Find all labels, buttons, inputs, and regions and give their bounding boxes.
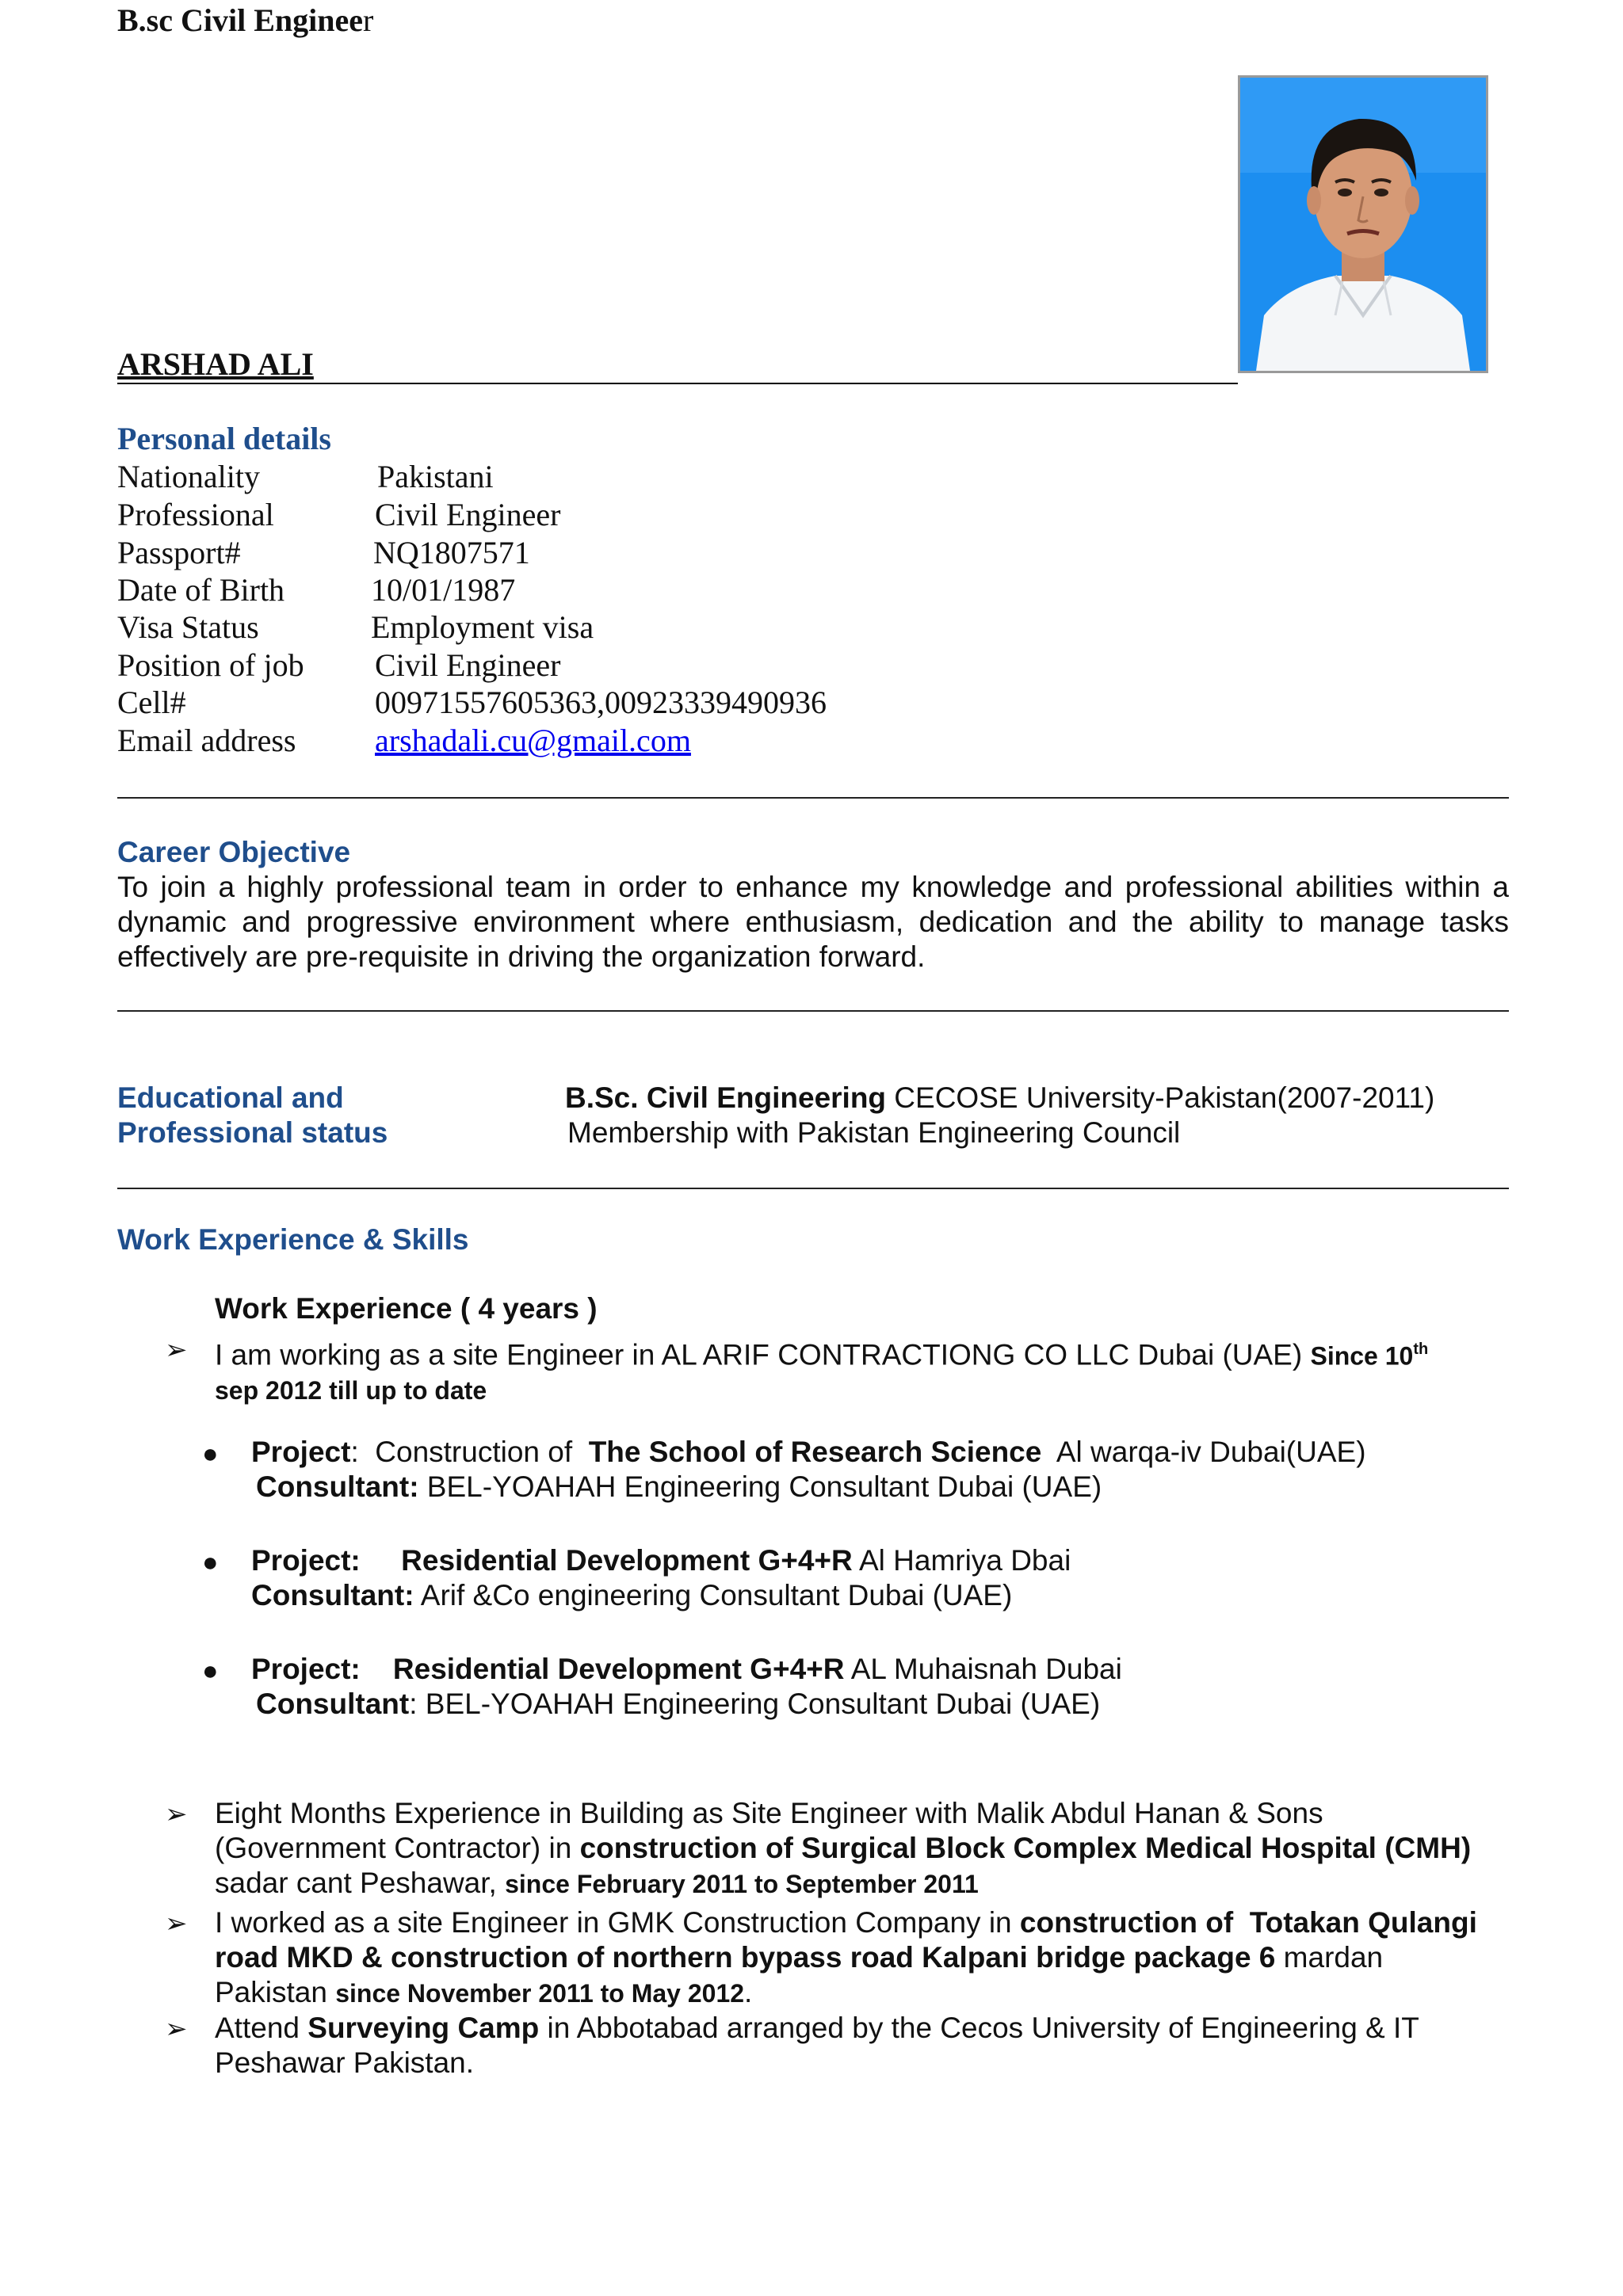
current-job-line2: sep 2012 till up to date [215, 1376, 487, 1405]
work-experience-subheading: Work Experience ( 4 years ) [215, 1292, 598, 1325]
project-line [251, 1435, 1366, 1470]
career-objective-heading: Career Objective [117, 836, 351, 868]
project-label: Project: [251, 1544, 361, 1577]
personal-value: Pakistani [377, 459, 494, 494]
experience-gmk-period: . [744, 1976, 753, 2008]
experience-cmh-line1: Eight Months Experience in Building as Site Engineer with Malik Abdul Hanan & Sons [215, 1797, 1323, 1829]
candidate-name: ARSHAD ALI [117, 346, 314, 382]
consultant-value: Arif &Co engineering Consultant Dubai (UAE) [414, 1579, 1013, 1611]
work-experience-heading: Work Experience & Skills [117, 1223, 469, 1256]
project-name: The School of Research Science [588, 1436, 1042, 1468]
experience-gmk-city: mardan [1275, 1941, 1384, 1974]
experience-gmk-country: Pakistan [215, 1976, 336, 2008]
project-location: AL Muhaisnah Dubai [844, 1653, 1122, 1685]
current-job [215, 1332, 1428, 1408]
consultant-value: BEL-YOAHAH Engineering Consultant Dubai (UAE) [418, 1470, 1102, 1503]
personal-value: Civil Engineer [375, 497, 561, 532]
divider [117, 1188, 1509, 1189]
project-location: Al Hamriya Dbai [852, 1544, 1071, 1577]
personal-label: Professional [117, 497, 274, 532]
education-heading [117, 1081, 388, 1150]
degree-line [565, 1081, 1434, 1116]
personal-details-heading: Personal details [117, 421, 331, 456]
experience-cmh-location: sadar cant Peshawar, [215, 1867, 506, 1899]
experience-gmk [215, 1905, 1477, 2011]
career-objective-text: To join a highly professional team in order to enhance my knowledge and professional abilities within a dynamic and progressive environment where enthusiasm, dedication and the ability to manage tasks effectively are pre-requisite in driving the organization forward. [117, 871, 1509, 973]
personal-value: Employment visa [371, 609, 594, 645]
project-item [251, 1435, 1366, 1505]
divider [117, 1010, 1509, 1012]
experience-camp-title: Surveying Camp [307, 2012, 540, 2044]
experience-gmk-line1 [215, 1905, 1477, 1940]
experience-cmh-line3 [215, 1866, 1471, 1901]
current-job-since-sup: th [1413, 1341, 1429, 1358]
experience-gmk-project: construction of Totakan Qulangi [1019, 1906, 1477, 1939]
consultant-label: Consultant [256, 1688, 410, 1720]
personal-label: Position of job [117, 647, 304, 683]
bullet-dot-icon: ● [202, 1439, 219, 1469]
experience-camp-rest: in Abbotabad arranged by the Cecos University of Engineering & IT [539, 2012, 1419, 2044]
arrow-bullet-icon: ➢ [165, 1909, 188, 1939]
personal-label: Visa Status [117, 609, 259, 645]
experience-cmh [215, 1796, 1471, 1901]
experience-camp-text: Attend [215, 2012, 308, 2044]
personal-value: Civil Engineer [375, 647, 561, 683]
bullet-dot-icon: ● [202, 1656, 219, 1686]
experience-gmk-line3 [215, 1975, 1477, 2011]
current-job-line1 [215, 1332, 1428, 1373]
experience-cmh-line2-text: (Government Contractor) in [215, 1832, 580, 1864]
personal-label: Passport# [117, 535, 241, 570]
header-title-main: B.sc Civil Enginee [117, 2, 364, 38]
consultant-label: Consultant: [251, 1579, 414, 1611]
project-item [251, 1543, 1071, 1613]
project-location: Al warqa-iv Dubai(UAE) [1041, 1436, 1366, 1468]
experience-camp-line2: Peshawar Pakistan. [215, 2046, 475, 2079]
consultant-value: : BEL-YOAHAH Engineering Consultant Dubai (UAE) [409, 1688, 1101, 1720]
experience-camp-line1 [215, 2011, 1419, 2046]
project-line [251, 1543, 1071, 1578]
consultant-line [251, 1470, 1366, 1505]
experience-gmk-line2 [215, 1940, 1477, 1975]
experience-gmk-text: I worked as a site Engineer in GMK Construction Company in [215, 1906, 1020, 1939]
divider [117, 797, 1509, 799]
education-heading-line1: Educational and [117, 1081, 344, 1114]
header-title [117, 2, 373, 39]
project-pre [361, 1653, 393, 1685]
personal-label: Email address [117, 723, 296, 758]
personal-label: Cell# [117, 685, 186, 720]
project-line [251, 1652, 1122, 1687]
experience-cmh-dates: since February 2011 to September 2011 [505, 1870, 979, 1898]
project-name: Residential Development G+4+R [392, 1653, 845, 1685]
header-title-last: r [363, 2, 374, 38]
personal-value: 00971557605363,00923339490936 [375, 685, 827, 720]
experience-cmh-line2 [215, 1831, 1471, 1866]
arrow-bullet-icon: ➢ [165, 1335, 188, 1365]
current-job-text: I am working as a site Engineer in AL ARIF CONTRACTIONG CO LLC Dubai (UAE) [215, 1338, 1311, 1371]
project-label: Project: [251, 1653, 361, 1685]
degree-institution: CECOSE University-Pakistan(2007-2011) [886, 1081, 1435, 1114]
current-job-since: Since 10 [1310, 1341, 1414, 1371]
degree-title: B.Sc. Civil Engineering [565, 1081, 887, 1114]
personal-label: Date of Birth [117, 572, 285, 608]
experience-camp [215, 2011, 1419, 2081]
bullet-dot-icon: ● [202, 1547, 219, 1577]
project-name: Residential Development G+4+R [401, 1544, 853, 1577]
personal-label: Nationality [117, 459, 260, 494]
consultant-line [251, 1687, 1122, 1722]
consultant-line [251, 1578, 1071, 1613]
education-heading-line2: Professional status [117, 1116, 388, 1149]
membership-line: Membership with Pakistan Engineering Council [567, 1116, 1181, 1149]
experience-gmk-dates: since November 2011 to May 2012 [335, 1979, 745, 2008]
arrow-bullet-icon: ➢ [165, 1799, 188, 1829]
experience-gmk-project-cont: road MKD & construction of northern bypass road Kalpani bridge package 6 [215, 1941, 1276, 1974]
personal-value: NQ1807571 [373, 535, 530, 570]
project-pre [361, 1544, 401, 1577]
project-item [251, 1652, 1122, 1722]
portrait-image [1240, 78, 1486, 371]
project-pre: : Construction of [350, 1436, 589, 1468]
email-link[interactable]: arshadali.cu@gmail.com [375, 723, 691, 758]
arrow-bullet-icon: ➢ [165, 2014, 188, 2044]
profile-photo [1238, 75, 1488, 373]
experience-cmh-project: construction of Surgical Block Complex Medical Hospital (CMH) [579, 1832, 1472, 1864]
education-details [565, 1081, 1434, 1150]
consultant-label: Consultant: [256, 1470, 419, 1503]
project-label: Project [251, 1436, 351, 1468]
name-row [117, 345, 1238, 384]
personal-value: 10/01/1987 [371, 572, 516, 608]
